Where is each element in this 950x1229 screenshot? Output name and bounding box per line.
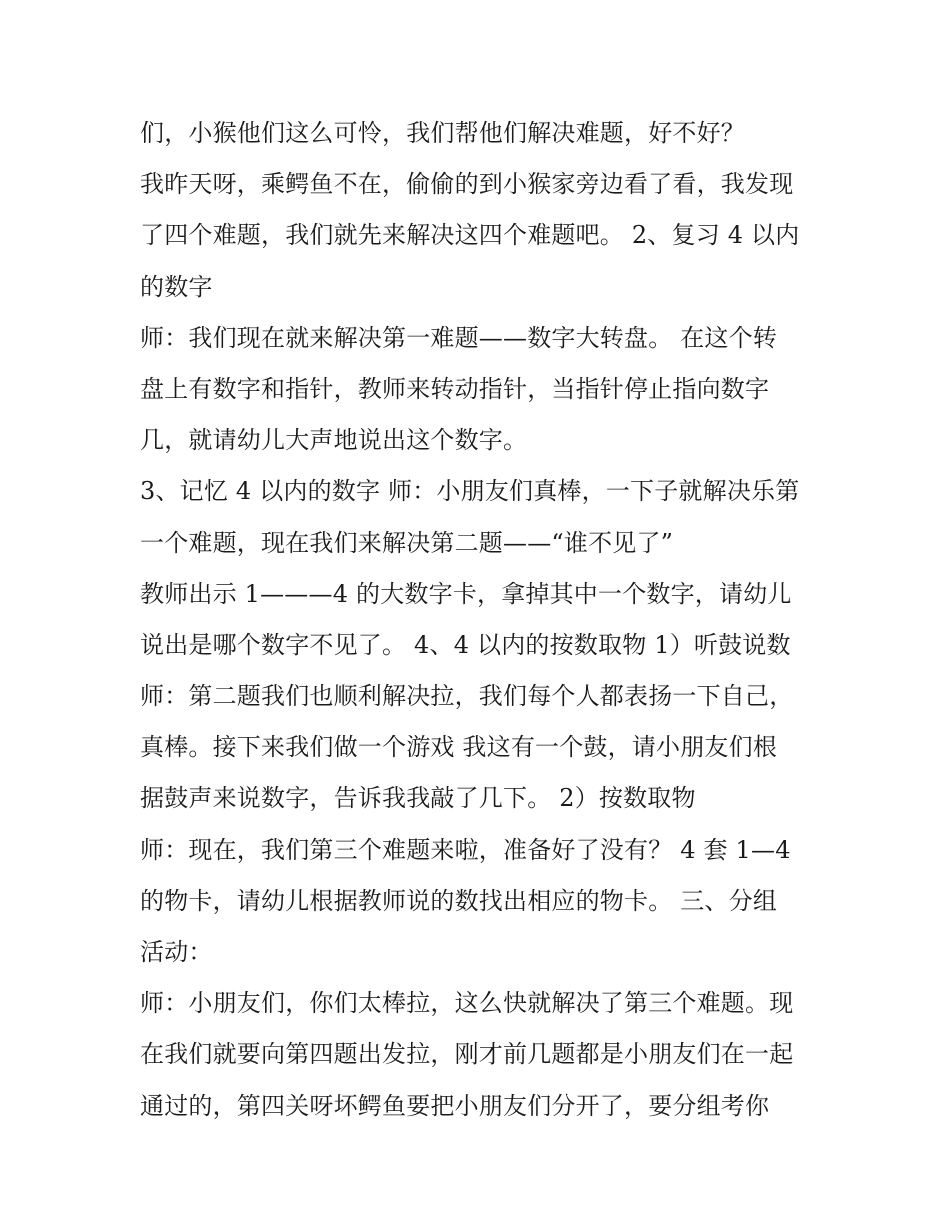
text-line: 的数字 bbox=[140, 272, 213, 301]
text-line: 师：我们现在就来解决第一难题——数字大转盘。 在这个转 bbox=[140, 323, 778, 352]
text-line: 我昨天呀，乘鳄鱼不在，偷偷的到小猴家旁边看了看，我发现 bbox=[140, 170, 794, 199]
text-line: 师：小朋友们，你们太棒拉，这么快就解决了第三个难题。现 bbox=[140, 989, 794, 1018]
text-line: 通过的，第四关呀坏鳄鱼要把小朋友们分开了，要分组考你 bbox=[140, 1091, 770, 1120]
text-line: 一个难题，现在我们来解决第二题——“谁不见了” bbox=[140, 528, 674, 557]
text-line: 师：第二题我们也顺利解决拉，我们每个人都表扬一下自己， bbox=[140, 682, 794, 711]
text-line: 几，就请幼儿大声地说出这个数字。 bbox=[140, 426, 528, 455]
text-line: 盘上有数字和指针，教师来转动指针，当指针停止指向数字 bbox=[140, 374, 770, 403]
text-line: 了四个难题，我们就先来解决这四个难题吧。 2、复习 4 以内 bbox=[140, 221, 800, 250]
text-line: 师：现在，我们第三个难题来啦，准备好了没有？ 4 套 1—4 bbox=[140, 835, 791, 864]
text-line: 的物卡，请幼儿根据教师说的数找出相应的物卡。 三、分组 bbox=[140, 886, 778, 915]
text-line: 说出是哪个数字不见了。 4、4 以内的按数取物 1）听鼓说数 bbox=[140, 630, 791, 659]
text-line: 们，小猴他们这么可怜，我们帮他们解决难题，好不好？ bbox=[140, 119, 745, 147]
document-body bbox=[140, 108, 830, 1132]
text-line: 活动： bbox=[140, 938, 213, 966]
text-line: 据鼓声来说数字，告诉我我敲了几下。 2）按数取物 bbox=[140, 784, 696, 813]
text-line: 在我们就要向第四题出发拉，刚才前几题都是小朋友们在一起 bbox=[140, 1040, 794, 1069]
text-line: 真棒。接下来我们做一个游戏 我这有一个鼓，请小朋友们根 bbox=[140, 733, 778, 762]
text-line: 教师出示 1———4 的大数字卡，拿掉其中一个数字，请幼儿 bbox=[140, 579, 792, 608]
text-line: 3、记忆 4 以内的数字 师：小朋友们真棒，一下子就解决乐第 bbox=[140, 477, 800, 506]
